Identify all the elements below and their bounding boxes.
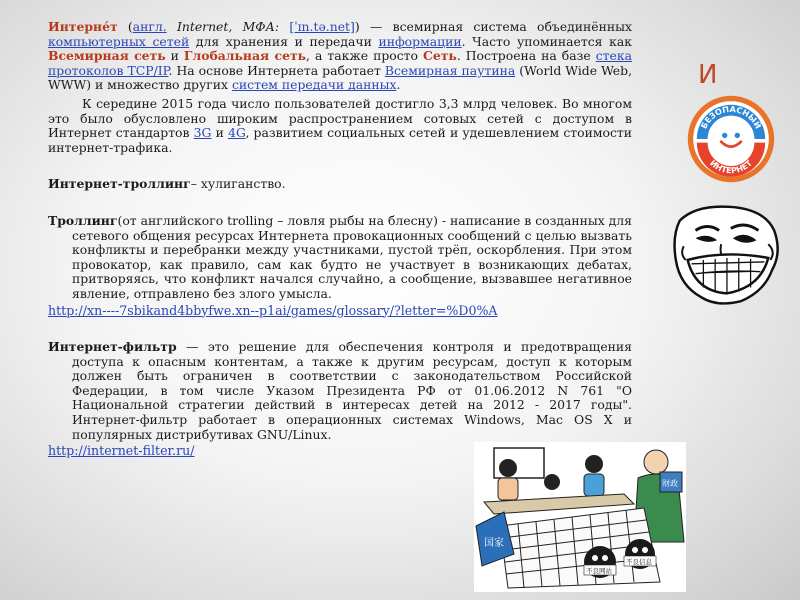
safe-internet-badge [686,94,776,184]
text-fragment: . Построена на базе [456,48,596,64]
users-stats-paragraph [48,97,632,155]
trolling-source [48,304,632,319]
text-fragment: , развитием социальных сетей и удешевлением стоимости интернет-трафика. [48,125,632,155]
term-net: Сеть [422,48,457,64]
text-fragment: — это решение для обеспечения контроля и предотвращения доступа к опасным контентам, а также к другим ресурсам, доступ к которым должен быть ограничен в соответствии с законодательством Российской Федерации, в том числе Указом Президента РФ от 01.06.2012 N 761 "О Национальной стратегии действий в интересах детей на 2012 - 2017 годы". Интернет-фильтр работает в операционных системах Windows, Mac OS X и популярных дистрибутивах GNU/Linux. [72,339,632,442]
internet-definition [48,20,632,93]
cartoon-label-finance: 财政 [662,479,678,488]
filter-definition [48,340,632,442]
internet-censorship-cartoon [474,442,686,592]
link-www[interactable]: Всемирная паутина [384,62,516,78]
link-4g[interactable]: 4G [228,125,246,141]
trolling-term: Троллинг [48,212,118,228]
text-fragment: . [396,77,401,93]
badge-top-text: БЕЗОПАСНЫЙ [698,103,764,131]
text-fragment: – хулиганство. [190,176,286,192]
text-fragment: Internet, МФА: [166,19,290,34]
text-fragment: и [211,125,229,141]
link-ipa[interactable]: [ˈɪn.tə.net] [289,19,355,34]
internet-trolling-term: Интернет-троллинг [48,176,191,192]
link-information[interactable]: информации [378,33,462,49]
text-fragment: ) — всемирная система объединённых [354,19,632,34]
internet-filter-link[interactable]: http://internet-filter.ru/ [48,443,195,459]
link-data-systems[interactable]: систем передачи данных [231,77,397,93]
cartoon-label-bad-sites: 不良网站 [586,567,612,575]
side-letter: И [698,60,718,90]
internet-trolling-line [48,177,632,192]
slide-text [48,20,632,459]
trolling-glossary-link[interactable]: http://xn----7sbikand4bbyfwe.xn--p1ai/games/glossary/?letter=%D0%A [48,302,498,318]
text-fragment: (от английского trolling – ловля рыбы на блесну) - написание в созданных для сетевого общения ресурсах Интернета провокационных сообщений с целью вызвать конфликты и перебранки между участниками, пустой трёп, оскорбления. При этом провокатор, как правило, сам как будто не участвует в возникающих дебатах, притворяясь, что конфликт начался случайно, а сообщение, вызвавшее негативное явление, отправлено без злого умысла. [72,212,632,301]
link-tcp-ip[interactable]: стека протоколов TCP/IP [48,48,632,78]
text-fragment: . Часто упоминается как [461,33,632,49]
troll-face-icon [666,200,784,310]
term-world-net: Всемирная сеть [48,48,166,64]
cartoon-label-bad-info: 不良信息 [626,558,652,566]
link-computer-networks[interactable]: компьютерных сетей [48,33,190,49]
cartoon-label-state: 国家 [484,538,504,549]
trolling-definition [48,214,632,302]
text-fragment: (World Wide Web, WWW) и множество других [48,62,633,93]
link-3g[interactable]: 3G [193,125,212,141]
text-fragment: К середине 2015 года число пользователей достигло 3,3 млрд человек. Во многом это было обусловлено широким распространением сотовых сетей с доступом в Интернет стандартов [48,95,632,141]
badge-bottom-text: ИНТЕРНЕТ [708,157,754,176]
text-fragment: для хранения и передачи [189,33,379,49]
filter-term: Интернет-фильтр [48,339,177,355]
text-fragment: . На основе Интернета работает [168,62,385,78]
text-fragment: ( [117,19,133,34]
link-english[interactable]: англ. [132,19,167,34]
term-global-net: Глобальная сеть [183,48,307,64]
internet-term: Интерне́т [48,19,118,34]
text-fragment: , а также просто [306,48,423,64]
text-fragment: и [165,48,184,64]
